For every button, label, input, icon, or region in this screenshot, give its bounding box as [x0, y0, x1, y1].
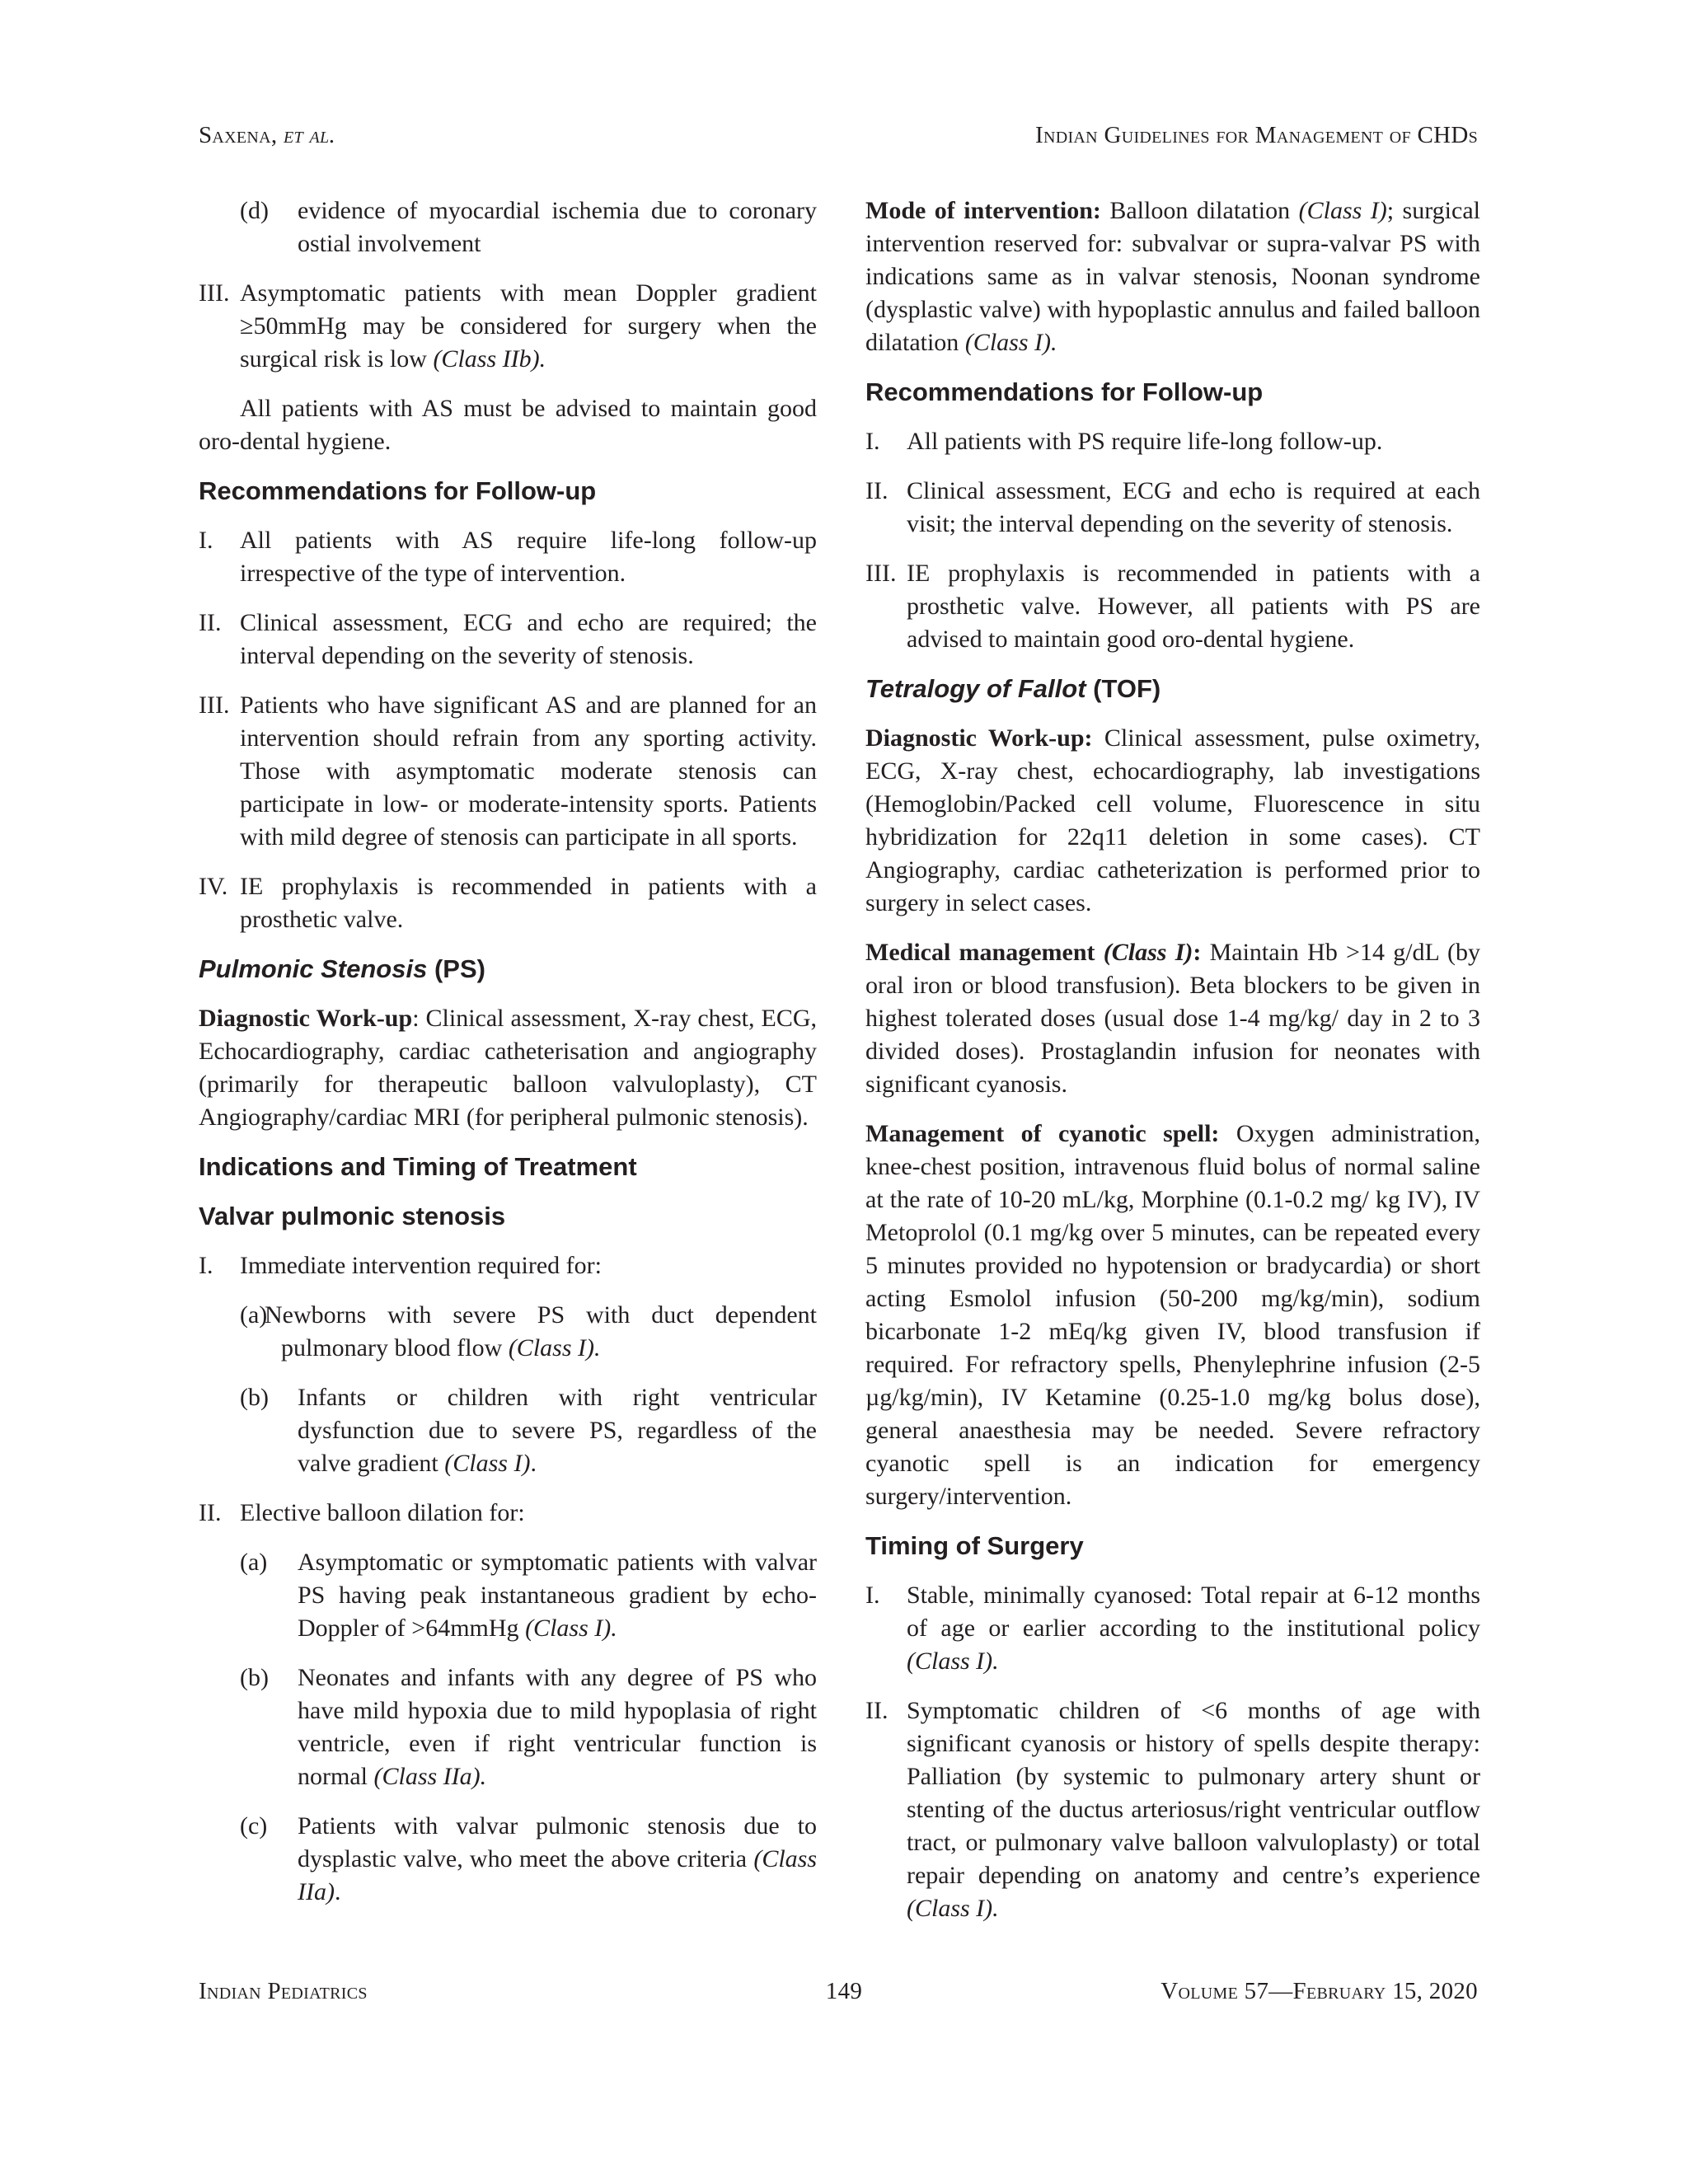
class-label: (Class I). [525, 1615, 617, 1642]
paragraph-label: Medical management [865, 939, 1095, 966]
item-number: (a) [240, 1549, 268, 1576]
item-text: All patients with AS require life-long follow-up irrespective of the type of intervention. [240, 527, 817, 587]
item-number: II. [865, 1697, 889, 1724]
item-text: Clinical assessment, ECG and echo is required at each visit; the interval depending on the severity of stenosis. [907, 477, 1480, 537]
class-label: (Class I). [907, 1895, 999, 1922]
as-item-d [240, 194, 817, 260]
tof-diagnostic-paragraph: Diagnostic Work-up: Clinical assessment, pulse oximetry, ECG, X-ray chest, echocardiography, lab investigations (Hemoglobin/Packed cell volume, Fluorescence in situ hybridization for 22q11 deletion in some cases). CT Angiography, cardiac catheterization is performed prior to surgery in select cases. [865, 724, 1481, 916]
et-al: et al. [284, 122, 336, 148]
item-number: III. [199, 691, 230, 719]
class-label: (Class I) [1103, 939, 1193, 966]
running-header-title: Indian Guidelines for Management of CHDs [1035, 122, 1478, 148]
class-label: (Class I). [508, 1334, 601, 1361]
item-text: Stable, minimally cyanosed: Total repair at 6-12 months of age or earlier according to the institutional policy (Class I). [907, 1582, 1480, 1675]
running-header-authors [199, 122, 335, 149]
item-number: (b) [240, 1384, 269, 1411]
item-number: (a) [240, 1301, 268, 1329]
valvar-item-1 [199, 1249, 817, 1282]
item-text: Neonates and infants with any degree of PS who have mild hypoxia due to mild hypoplasia of right ventricle, even if right ventricular function is normal (Class IIa). [298, 1664, 817, 1790]
item-number: III. [865, 560, 897, 587]
mode-of-intervention-paragraph: Mode of intervention: Balloon dilatation (Class I); surgical intervention reserved for: subvalvar or supra-valvar PS with indications same as in valvar stenosis, Noonan syndrome (dysplastic valve) with hypoplastic annulus and failed balloon dilatation (Class I). [865, 197, 1480, 356]
ps-diagnostic-paragraph: Diagnostic Work-up: Clinical assessment, X-ray chest, ECG, Echocardiography, cardiac catheterisation and angiography (primarily for therapeutic balloon valvuloplasty), CT Angiography/cardiac MRI (for peripheral pulmonic stenosis). [199, 1005, 817, 1131]
item-text: Clinical assessment, ECG and echo are required; the interval depending on the severity of stenosis. [240, 609, 817, 669]
item-text: Asymptomatic or symptomatic patients with valvar PS having peak instantaneous gradient by echo-Doppler of >64mmHg (Class I). [298, 1549, 817, 1642]
as-hygiene-paragraph: All patients with AS must be advised to maintain good oro-dental hygiene. [199, 395, 817, 455]
ps-follow-up-item-2 [865, 475, 1480, 541]
ps-follow-up-item-3 [865, 557, 1480, 656]
as-item-iii [199, 277, 817, 376]
item-text: IE prophylaxis is recommended in patients with a prosthetic valve. However, all patients with PS are advised to maintain good oro-dental hygiene. [907, 560, 1480, 653]
section-heading-follow-up: Recommendations for Follow-up [199, 476, 597, 505]
paragraph-label: Mode of intervention: [865, 197, 1101, 224]
item-text: evidence of myocardial ischemia due to coronary ostial involvement [298, 197, 817, 257]
footer-volume: Volume 57—February 15, 2020 [1160, 1978, 1478, 2004]
medical-management-paragraph: Medical management (Class I): Maintain Hb >14 g/dL (by oral iron or blood transfusion). Beta blockers to be given in highest tolerated doses (usual dose 1-4 mg/kg/ day in 2 to 3 divided doses). Prostaglandin infusion for neonates with significant cyanosis. [865, 939, 1480, 1098]
item-number: II. [199, 609, 222, 636]
item-number: I. [199, 527, 213, 554]
item-text: All patients with PS require life-long follow-up. [907, 428, 1383, 455]
timing-item-2 [865, 1694, 1480, 1925]
item-text: Newborns with severe PS with duct dependent pulmonary blood flow (Class I). [265, 1301, 817, 1361]
follow-up-item-2 [199, 607, 817, 673]
right-column [865, 194, 1480, 1925]
section-heading-indications: Indications and Timing of Treatment [199, 1152, 637, 1181]
valvar-item-2 [199, 1497, 817, 1530]
valvar-item-1b [240, 1381, 817, 1480]
item-number: II. [199, 1499, 222, 1526]
paragraph-label: Management of cyanotic spell: [865, 1120, 1220, 1147]
class-label: (Class IIb). [433, 345, 546, 373]
item-number: (c) [240, 1812, 268, 1840]
footer-journal: Indian Pediatrics [199, 1978, 368, 2004]
item-number: (d) [240, 197, 269, 224]
valvar-item-2c [240, 1810, 817, 1909]
paragraph-label: Diagnostic Work-up: [865, 724, 1093, 752]
class-label: (Class IIa) [298, 1845, 818, 1905]
class-label: (Class IIa). [373, 1763, 487, 1790]
item-number: I. [865, 428, 880, 455]
section-heading-follow-up-ps: Recommendations for Follow-up [865, 377, 1264, 406]
section-heading-tof: Tetralogy of Fallot (TOF) [865, 674, 1161, 703]
follow-up-item-1 [199, 524, 817, 590]
item-text: IE prophylaxis is recommended in patients with a prosthetic valve. [240, 873, 817, 933]
section-heading-timing: Timing of Surgery [865, 1531, 1084, 1560]
ps-follow-up-item-1 [865, 425, 1480, 458]
class-label: (Class I). [964, 329, 1057, 356]
class-label: (Class I) [1298, 197, 1387, 224]
item-text: Infants or children with right ventricular dysfunction due to severe PS, regardless of the valve gradient (Class I). [298, 1384, 817, 1477]
item-text: Patients who have significant AS and are planned for an intervention should refrain from any sporting activity. Those with asymptomatic moderate stenosis can participate in low- or moderate-intensity sports. Patients with mild degree of stenosis can participate in all sports. [240, 691, 817, 851]
item-number: I. [199, 1252, 213, 1279]
valvar-item-1a [240, 1299, 817, 1365]
follow-up-item-3 [199, 689, 817, 854]
paragraph-label: Diagnostic Work-up [199, 1005, 413, 1032]
page-number: 149 [825, 1978, 863, 2004]
item-number: III. [199, 279, 230, 307]
follow-up-item-4 [199, 870, 817, 936]
cyanotic-spell-paragraph: Management of cyanotic spell: Oxygen administration, knee-chest position, intravenous fluid bolus of normal saline at the rate of 10-20 mL/kg, Morphine (0.1-0.2 mg/ kg IV), IV Metoprolol (0.1 mg/kg over 5 minutes, can be repeated every 5 minutes provided no hypotension or bradycardia) or short acting Esmolol infusion (50-200 mg/kg/min), sodium bicarbonate 1-2 mEq/kg given IV, blood transfusion if required. For refractory spells, Phenylephrine infusion (2-5 µg/kg/min), IV Ketamine (0.25-1.0 mg/kg bolus dose), general anaesthesia may be needed. Severe refractory cyanotic spell is an indication for emergency surgery/intervention. [865, 1120, 1480, 1510]
class-label: (Class I). [907, 1647, 999, 1675]
author-name: Saxena, [199, 122, 278, 148]
item-text: Asymptomatic patients with mean Doppler gradient ≥50mmHg may be considered for surgery when the surgical risk is low (Class IIb). [240, 279, 817, 373]
valvar-item-2a [240, 1546, 817, 1645]
item-text: Immediate intervention required for: [240, 1252, 602, 1279]
subsection-heading-valvar: Valvar pulmonic stenosis [199, 1202, 506, 1230]
item-text: Elective balloon dilation for: [240, 1499, 525, 1526]
item-number: II. [865, 477, 889, 504]
class-label: (Class I) [444, 1450, 531, 1477]
item-number: IV. [199, 873, 228, 900]
item-number: (b) [240, 1664, 269, 1691]
item-number: I. [865, 1582, 880, 1609]
valvar-item-2b [240, 1661, 817, 1793]
left-column [199, 194, 817, 1909]
section-heading-pulmonic-stenosis: Pulmonic Stenosis (PS) [199, 954, 485, 983]
item-text: Symptomatic children of <6 months of age with significant cyanosis or history of spells despite therapy: Palliation (by systemic to pulmonary artery shunt or stenting of the ductus arteriosus/right ventricular outflow tract, or pulmonary valve balloon valvuloplasty) or total repair depending on anatomy and centre’s experience (Class I). [907, 1697, 1480, 1922]
item-text: Patients with valvar pulmonic stenosis due to dysplastic valve, who meet the above criteria (Class IIa). [298, 1812, 818, 1905]
timing-item-1 [865, 1579, 1480, 1678]
